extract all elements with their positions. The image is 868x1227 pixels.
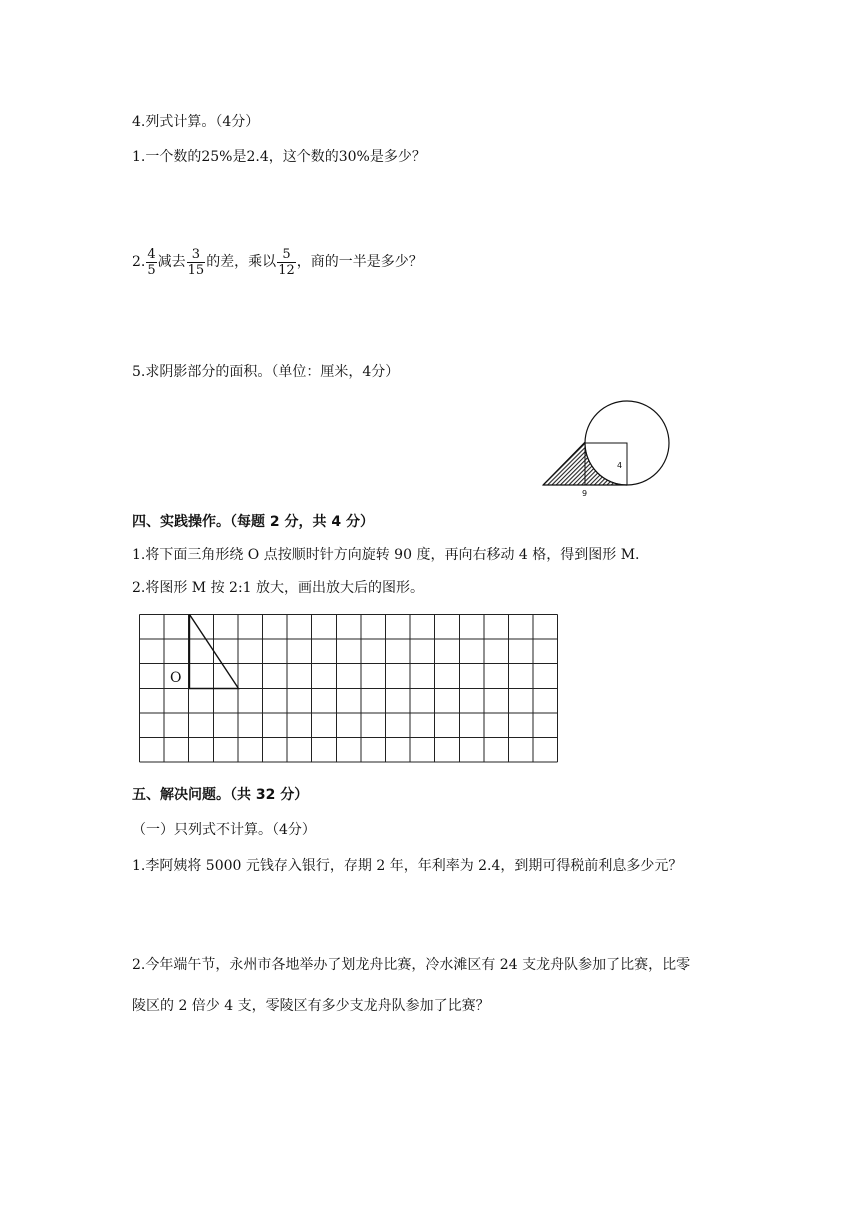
fraction-3-15: $\frac{3}{15}$ — [187, 246, 205, 278]
q4-item-2-text-3: ，商的一半是多少？ — [296, 254, 423, 270]
q4-item-2 — [132, 242, 423, 282]
q4-item-2-text-1: 减去 — [157, 254, 186, 270]
section-5-item-1: 1.李阿姨将 5000 元钱存入银行，存期 2 年，年利率为 2.4，到期可得税前利息多少元？ — [132, 858, 683, 874]
shaded-area-figure — [535, 395, 680, 500]
section-4-item-2: 2.将图形 M 按 2:1 放大，画出放大后的图形。 — [132, 580, 425, 596]
section-5-item-2-line-1: 2.今年端午节，永州市各地举办了划龙舟比赛，冷水滩区有 24 支龙舟队参加了比赛，比零 — [132, 957, 691, 973]
section-5-item-2-line-2: 陵区的 2 倍少 4 支，零陵区有多少支龙舟队参加了比赛？ — [132, 998, 490, 1014]
section-5-title: 五、解决问题。（共 32 分） — [132, 787, 309, 803]
q4-item-2-prefix: 2. — [132, 254, 146, 270]
fraction-4-5: $\frac{4}{5}$ — [147, 246, 156, 278]
q5-title: 5.求阴影部分的面积。（单位：厘米，4分） — [132, 364, 400, 380]
label-base: 9 — [582, 489, 588, 498]
q4-item-2-text-2: 的差，乘以 — [206, 254, 277, 270]
q4-title: 4.列式计算。（4分） — [132, 114, 260, 130]
q4-item-1: 1.一个数的25%是2.4，这个数的30%是多少？ — [132, 149, 426, 165]
square-grid — [139, 614, 561, 766]
fraction-5-12: $\frac{5}{12}$ — [278, 246, 295, 278]
grid-origin-label: O — [170, 670, 182, 686]
section-5-sub-1: （一）只列式不计算。（4分） — [132, 822, 316, 838]
right-triangle — [190, 615, 239, 689]
section-4-title: 四、实践操作。（每题 2 分，共 4 分） — [132, 514, 374, 530]
section-4-item-1: 1.将下面三角形绕 O 点按顺时针方向旋转 90 度，再向右移动 4 格，得到图形 M. — [132, 547, 640, 563]
label-radius: 4 — [617, 461, 623, 470]
